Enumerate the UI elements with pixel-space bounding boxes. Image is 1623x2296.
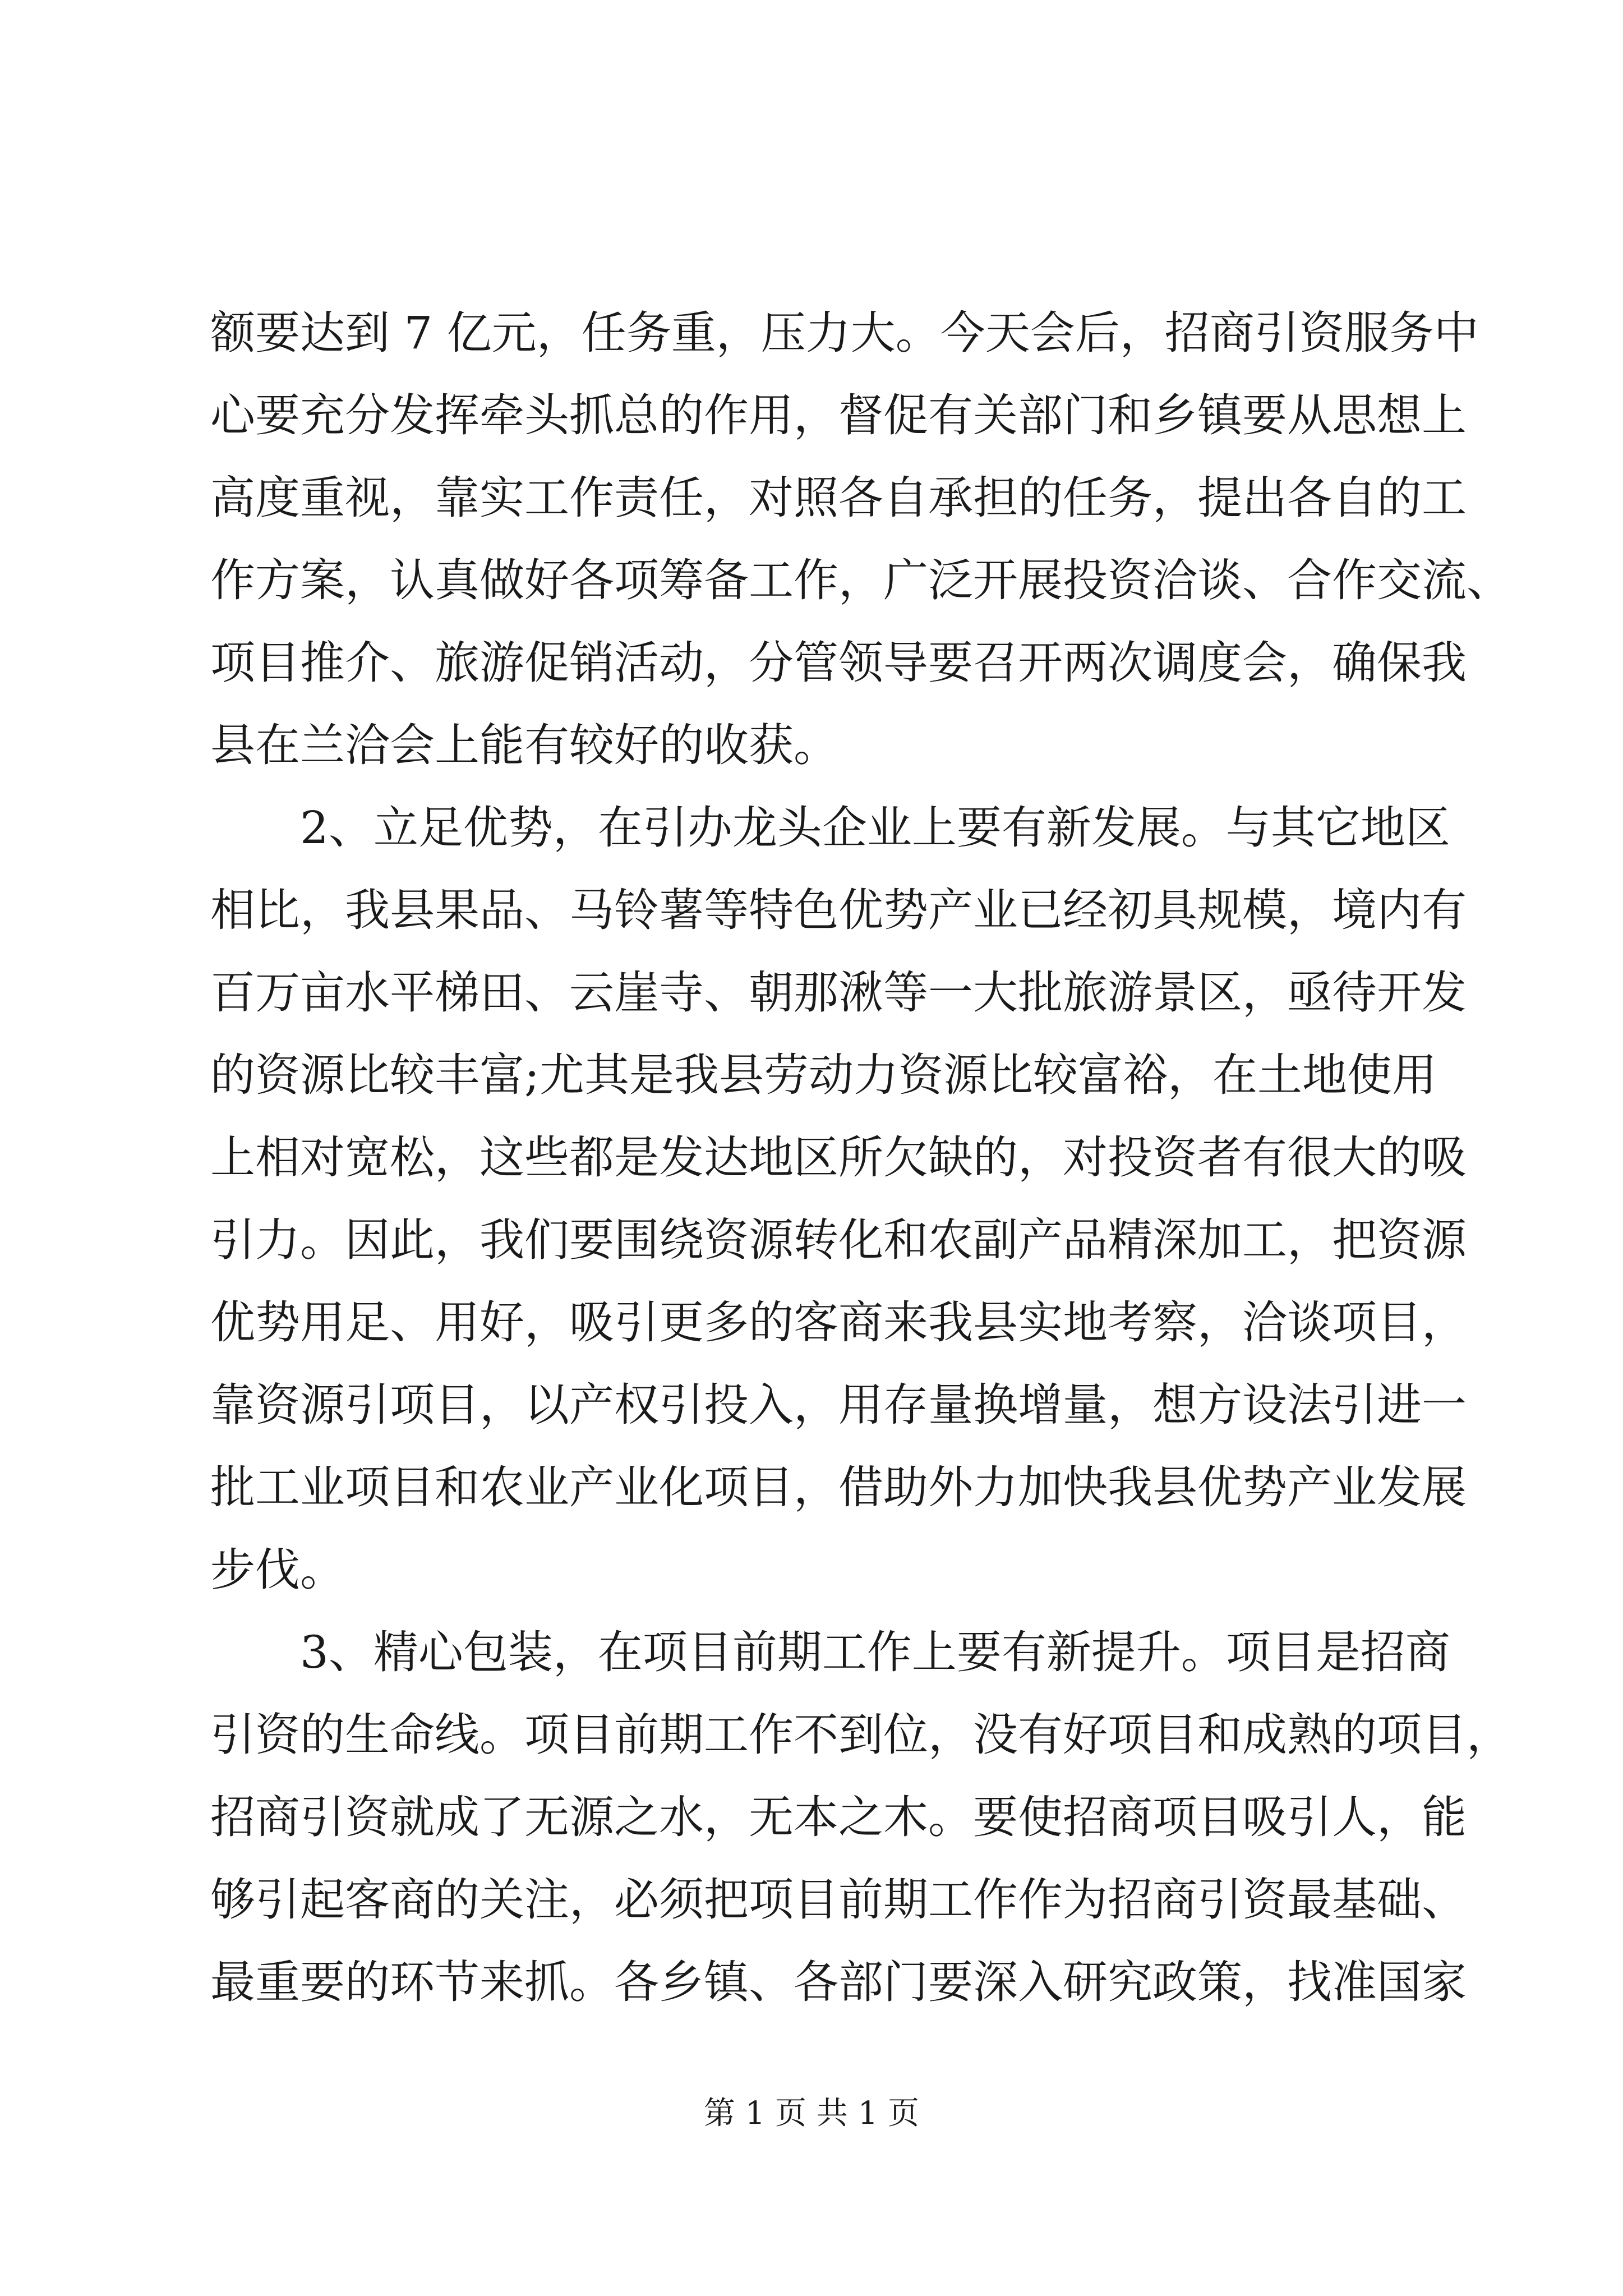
page-footer: 第 1 页 共 1 页 — [703, 2095, 920, 2132]
text-line: 心要充分发挥牵头抓总的作用，督促有关部门和乡镇要从思想上 — [210, 389, 1467, 441]
text-line: 3、精心包装，在项目前期工作上要有新提升。项目是招商 — [300, 1626, 1450, 1678]
text-line: 高度重视，靠实工作责任，对照各自承担的任务，提出各自的工 — [210, 472, 1467, 524]
text-line: 项目推介、旅游促销活动，分管领导要召开两次调度会，确保我 — [210, 637, 1467, 689]
text-line: 上相对宽松，这些都是发达地区所欠缺的，对投资者有很大的吸 — [210, 1131, 1467, 1184]
text-line: 的资源比较丰富;尤其是我县劳动力资源比较富裕，在土地使用 — [210, 1049, 1437, 1101]
text-line: 引资的生命线。项目前期工作不到位，没有好项目和成熟的项目， — [210, 1709, 1511, 1761]
text-line: 批工业项目和农业产业化项目，借助外力加快我县优势产业发展 — [210, 1461, 1467, 1513]
text-line: 够引起客商的关注，必须把项目前期工作作为招商引资最基础、 — [210, 1874, 1467, 1926]
text-line: 县在兰洽会上能有较好的收获。 — [210, 719, 838, 771]
text-line: 靠资源引项目，以产权引投入，用存量换增量，想方设法引进一 — [210, 1379, 1467, 1431]
text-line: 最重要的环节来抓。各乡镇、各部门要深入研究政策，找准国家 — [210, 1956, 1467, 2008]
text-line: 额要达到 7 亿元，任务重，压力大。今天会后，招商引资服务中 — [210, 307, 1479, 359]
text-line: 招商引资就成了无源之水，无本之木。要使招商项目吸引人，能 — [210, 1791, 1467, 1843]
text-line: 步伐。 — [210, 1544, 345, 1596]
body-text — [210, 292, 1511, 2023]
text-line: 引力。因此，我们要围绕资源转化和农副产品精深加工，把资源 — [210, 1214, 1467, 1266]
text-line: 2、立足优势，在引办龙头企业上要有新发展。与其它地区 — [300, 802, 1450, 854]
text-line: 百万亩水平梯田、云崖寺、朝那湫等一大批旅游景区，亟待开发 — [210, 967, 1467, 1019]
text-line: 相比，我县果品、马铃薯等特色优势产业已经初具规模，境内有 — [210, 884, 1467, 936]
text-line: 优势用足、用好，吸引更多的客商来我县实地考察，洽谈项目， — [210, 1296, 1467, 1349]
text-line: 作方案，认真做好各项筹备工作，广泛开展投资洽谈、合作交流、 — [210, 554, 1511, 606]
